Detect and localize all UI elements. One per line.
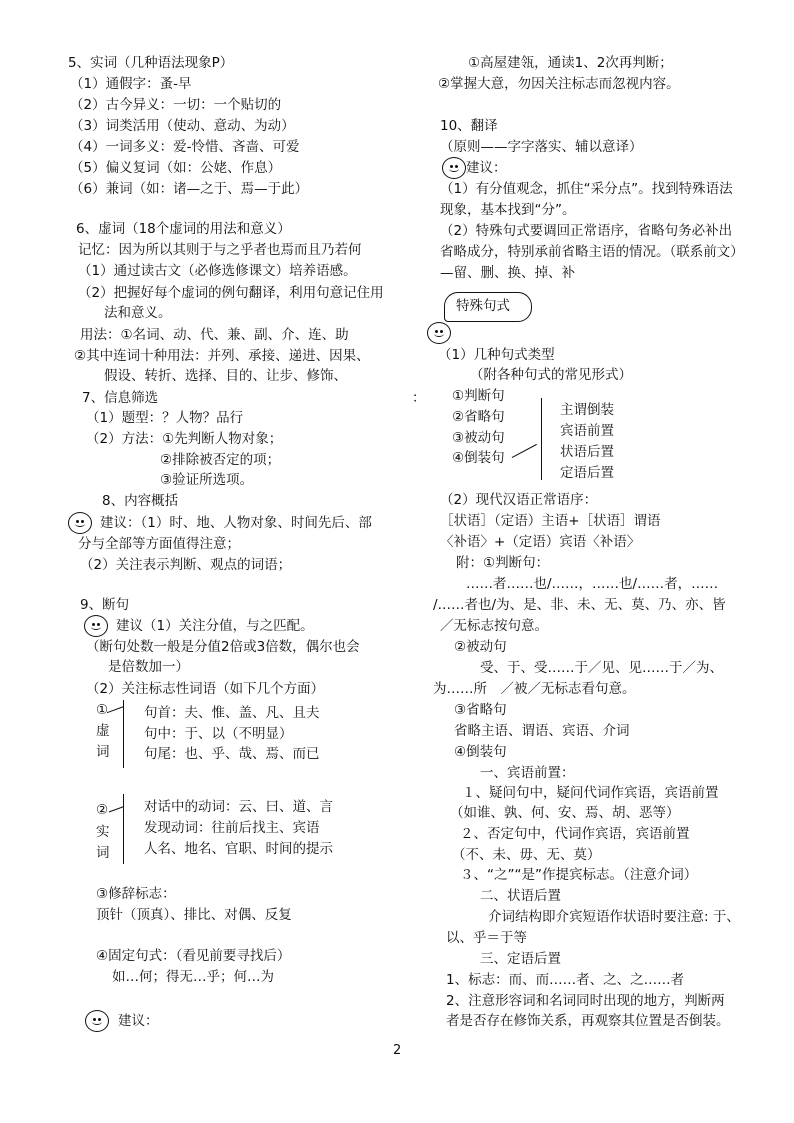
bracket-line — [123, 794, 124, 864]
rule-line: （如谁、孰、何、安、焉、胡、恶等） — [450, 805, 680, 821]
section-5-title: 5、实词（几种语法现象P） — [68, 55, 234, 71]
inversion-item: 宾语前置 — [560, 423, 614, 439]
group-number: ① — [96, 702, 109, 718]
tip-line: （2）把握好每个虚词的例句翻译，利用句意记住用 — [78, 285, 384, 301]
inversion-item: 主谓倒装 — [560, 402, 614, 418]
group-line: 句首：夫、惟、盖、凡、且夫 — [144, 705, 320, 721]
smiley-icon — [442, 157, 466, 179]
rule-line: 以、乎＝于等 — [446, 930, 527, 946]
order-line: 〈补语〉+（定语）宾语〈补语〉 — [440, 534, 641, 550]
types-note: （附各种句式的常见形式） — [470, 367, 632, 383]
conj-line: 假设、转折、选择、目的、让步、修饰、 — [104, 368, 347, 384]
order-line: ［状语］（定语）主语+［状语］谓语 — [440, 513, 661, 529]
bracket-tick — [109, 806, 124, 813]
method-line: ③验证所选项。 — [160, 472, 254, 488]
group-label: 词 — [96, 845, 110, 861]
bracket-tick — [107, 706, 124, 713]
rule-line: 2、注意形容词和名词同时出现的地方，判断两 — [446, 993, 725, 1009]
stray-colon: ： — [412, 390, 426, 406]
rule-line: 者是否存在修饰关系，再观察其位置是否倒装。 — [446, 1013, 730, 1029]
conj-line: ②其中连词十种用法：并列、承接、递进、因果、 — [74, 348, 370, 364]
tip-line: 建议：（1）时、地、人物对象、时间先后、部 — [100, 515, 372, 531]
tip-line: 分与全部等方面值得注意； — [78, 536, 240, 552]
passive-line: 受、于、受……于／见、见……于／为、 — [480, 660, 723, 676]
rule-line: 介词结构即介宾短语作状语时要注意: 于、 — [488, 909, 740, 925]
rule-line: １、疑问句中，疑问代词作宾语，宾语前置 — [462, 785, 719, 801]
group-line: 句中：于、以（不明显） — [144, 726, 293, 742]
smiley-icon — [84, 615, 108, 637]
section-10-title: 10、翻译 — [440, 118, 498, 134]
group-title: ③修辞标志： — [96, 886, 176, 902]
principle-line: （原则——字字落实、辅以意译） — [440, 139, 643, 155]
rule-line: ２、否定句中，代词作宾语，宾语前置 — [460, 826, 690, 842]
tip-line: （2）特殊句式要调回正常语序，省略句务必补出 — [440, 223, 733, 239]
usage-line: 用法：①名词、动、代、兼、副、介、连、助 — [80, 327, 349, 343]
bracket-tick — [512, 444, 537, 458]
bubble-label: 特殊句式 — [456, 298, 510, 314]
group-label: 实 — [96, 824, 110, 840]
section-9-title: 9、断句 — [80, 597, 130, 613]
group-number: ② — [96, 802, 109, 818]
note-line: 是倍数加一） — [108, 659, 189, 675]
group-line: 如…何；得无…乎；何…为 — [112, 969, 274, 985]
list-item: （1）通假字：蚤-早 — [70, 76, 192, 92]
section-7-title: 7、信息筛选 — [82, 390, 159, 406]
type-item: ①判断句 — [452, 388, 505, 404]
bracket-line — [541, 398, 542, 480]
group-label: 词 — [96, 744, 110, 760]
rule-line: （不、未、毋、无、莫） — [452, 847, 601, 863]
omit-title: ③省略句 — [454, 702, 507, 718]
method-line: （2）方法：①先判断人物对象； — [86, 431, 283, 447]
attach-line: 附：①判断句： — [456, 555, 550, 571]
list-item: （2）古今异义：一切：一个贴切的 — [70, 97, 282, 113]
type-item: ③被动句 — [452, 430, 505, 446]
list-item: （6）兼词（如：诸—之于、焉—于此） — [70, 181, 309, 197]
judge-line: ……者……也/……，……也/……者，…… — [466, 576, 719, 592]
list-item: （4）一词多义：爱-怜惜、吝啬、可爱 — [70, 139, 300, 155]
group-line: 顶针（顶真）、排比、对偶、反复 — [96, 907, 292, 923]
order-title: （2）现代汉语正常语序： — [440, 492, 598, 508]
inversion-item: 状语后置 — [560, 444, 614, 460]
smiley-icon — [68, 512, 92, 534]
question-type: （1）题型：？人物？品行 — [86, 410, 244, 426]
tip-line: ①高屋建瓴，通读1、2次再判断； — [468, 55, 673, 71]
group-line: 句尾：也、乎、哉、焉、而已 — [144, 746, 320, 762]
tip-line: 法和意义。 — [104, 305, 172, 321]
suggest-label: 建议： — [466, 160, 507, 176]
tip-line: （2）关注标志性词语（如下几个方面） — [86, 681, 325, 697]
tip-line: 建议（1）关注分值，与之匹配。 — [116, 618, 314, 634]
tip-line: —留、删、换、掉、补 — [440, 265, 575, 281]
judge-line: ／无标志按句意。 — [440, 618, 548, 634]
list-item: （5）偏义复词（如：公姥、作息） — [70, 160, 282, 176]
tip-line: ②掌握大意，勿因关注标志而忽视内容。 — [438, 76, 680, 92]
section-8-title: 8、内容概括 — [102, 493, 179, 509]
tip-line: （1）通过读古文（必修选修课文）培养语感。 — [78, 263, 357, 279]
type-item: ④倒装句 — [452, 450, 505, 466]
page-number: 2 — [393, 1043, 402, 1058]
subsection-title: 三、定语后置 — [480, 951, 561, 967]
tip-line: （1）有分值观念，抓住“采分点”。找到特殊语法 — [440, 181, 733, 197]
group-label: 虚 — [96, 723, 110, 739]
bracket-line — [123, 700, 124, 768]
method-line: ②排除被否定的项； — [160, 452, 281, 468]
subsection-title: 一、宾语前置： — [480, 765, 575, 781]
rule-line: 1、标志：而、而……者、之、之……者 — [446, 972, 685, 988]
judge-line: /……者也/为、是、非、未、无、莫、乃、亦、皆 — [433, 597, 726, 613]
passive-title: ②被动句 — [454, 639, 507, 655]
types-title: （1）几种句式类型 — [438, 347, 555, 363]
omit-line: 省略主语、谓语、宾语、介词 — [454, 723, 630, 739]
smiley-icon — [85, 1010, 109, 1032]
passive-line: 为……所 ／被／无标志看句意。 — [433, 681, 636, 697]
group-line: 对话中的动词：云、曰、道、言 — [144, 799, 333, 815]
note-line: （断句处数一般是分值2倍或3倍数，偶尔也会 — [86, 639, 360, 655]
group-line: 人名、地名、官职、时间的提示 — [144, 841, 333, 857]
inversion-title: ④倒装句 — [454, 744, 507, 760]
subsection-title: 二、状语后置 — [480, 888, 561, 904]
tip-line: 省略成分，特别承前省略主语的情况。（联系前文） — [440, 244, 744, 260]
inversion-item: 定语后置 — [560, 465, 614, 481]
memo-line: 记忆：因为所以其则于与之乎者也焉而且乃若何 — [78, 242, 362, 258]
group-title: ④固定句式：（看见前要寻找后） — [96, 948, 291, 964]
tip-line: （2）关注表示判断、观点的词语； — [80, 557, 292, 573]
tip-line: 现象，基本找到“分”。 — [440, 202, 576, 218]
suggest-label: 建议： — [118, 1013, 159, 1029]
group-line: 发现动词：往前后找主、宾语 — [144, 820, 320, 836]
list-item: （3）词类活用（使动、意动、为动） — [70, 118, 295, 134]
type-item: ②省略句 — [452, 409, 505, 425]
rule-line: ３、“之”“是”作提宾标志。（注意介词） — [460, 867, 698, 883]
smiley-icon — [427, 322, 451, 344]
section-6-title: 6、虚词（18个虚词的用法和意义） — [76, 221, 291, 237]
